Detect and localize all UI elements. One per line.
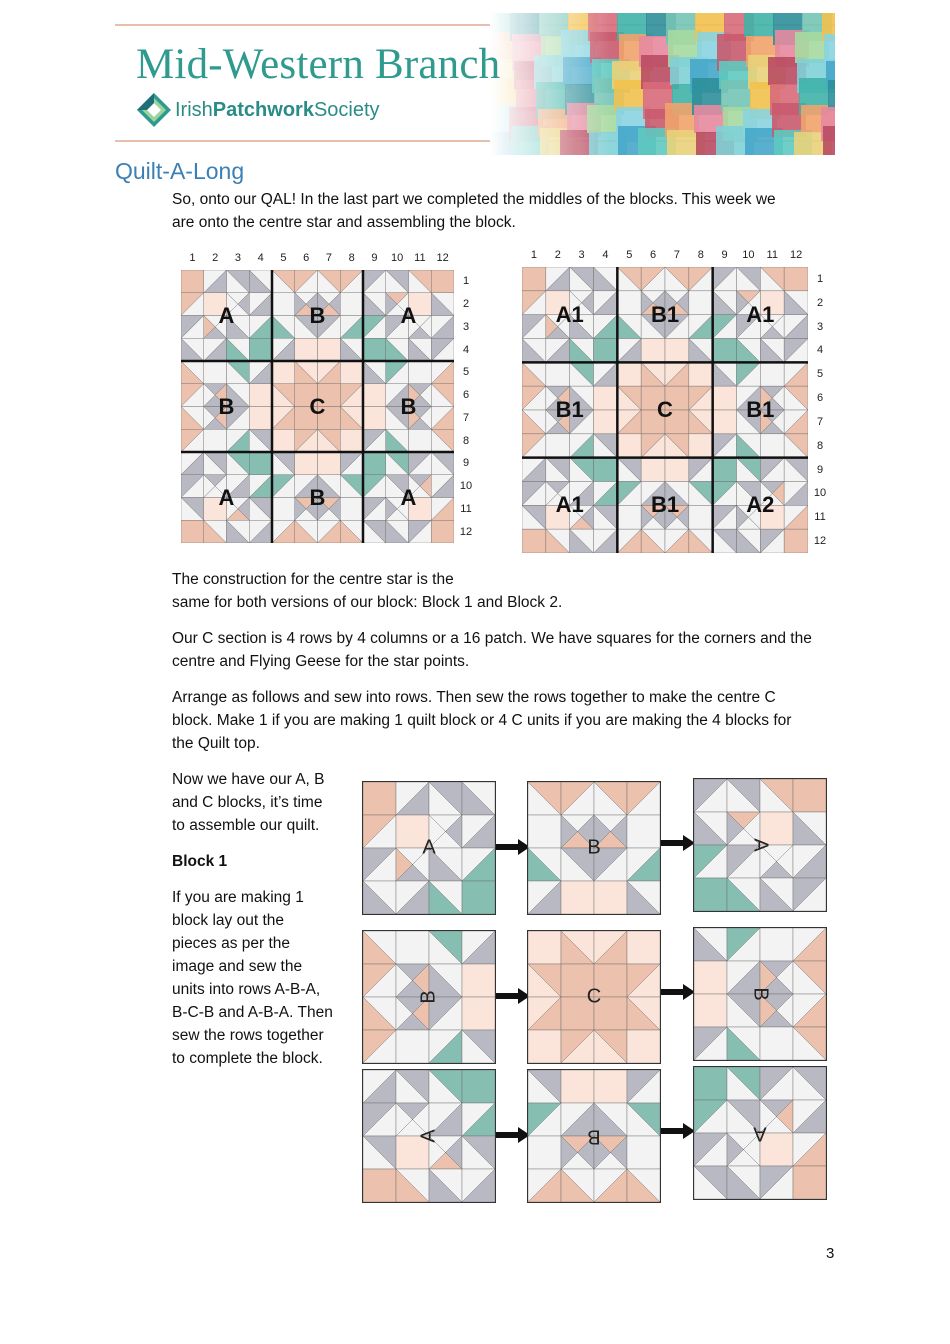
column-number: 2 bbox=[554, 249, 561, 261]
assembly-unit-a bbox=[693, 1066, 827, 1200]
arrow-right-icon bbox=[661, 984, 695, 1000]
row-number: 6 bbox=[462, 389, 470, 402]
diagram-left-label: A bbox=[218, 302, 235, 328]
quilt-diagram-block1 bbox=[181, 252, 473, 543]
assembly-unit-label: B bbox=[417, 990, 440, 1004]
diagram-left-label: B bbox=[309, 302, 326, 328]
column-number: 11 bbox=[414, 252, 426, 264]
row-number: 12 bbox=[813, 535, 827, 548]
row-number: 9 bbox=[816, 463, 824, 476]
page-number: 3 bbox=[826, 1245, 835, 1262]
column-number: 4 bbox=[602, 249, 609, 261]
diagram-right-label: A2 bbox=[746, 492, 775, 518]
row-number: 1 bbox=[462, 275, 470, 288]
row-number: 4 bbox=[462, 343, 470, 356]
diagram-right-label: A1 bbox=[555, 301, 584, 327]
row-number: 7 bbox=[462, 411, 470, 424]
column-number: 10 bbox=[391, 252, 404, 264]
diagram-right-label: C bbox=[657, 397, 673, 422]
diagram-right-label: B1 bbox=[650, 492, 680, 518]
column-number: 1 bbox=[530, 249, 537, 261]
assembly-unit-a bbox=[693, 778, 827, 912]
column-number: 10 bbox=[742, 249, 755, 261]
column-number: 3 bbox=[234, 252, 241, 264]
arrow-right-icon bbox=[661, 1123, 695, 1139]
diagram-right-label: A1 bbox=[746, 301, 775, 327]
column-number: 1 bbox=[189, 252, 196, 264]
fabric-banner-image bbox=[490, 13, 835, 155]
quilt-diagram-block2 bbox=[522, 249, 827, 553]
row-number: 2 bbox=[816, 296, 824, 309]
diagram-left-label: C bbox=[309, 393, 326, 419]
branch-title: Mid-Western Branch bbox=[136, 41, 501, 88]
diagram-left-label: B bbox=[400, 393, 417, 419]
row-number: 2 bbox=[462, 298, 470, 311]
construction-paragraph: The construction for the centre star is the same for both versions of our block: Block 1 and Block 2. bbox=[172, 571, 563, 611]
row-number: 5 bbox=[816, 368, 824, 381]
assembly-unit-label: B bbox=[587, 1125, 601, 1148]
arrow-right-icon bbox=[496, 988, 530, 1004]
row-number: 12 bbox=[459, 525, 473, 538]
row-number: 11 bbox=[814, 511, 826, 524]
society-logo bbox=[136, 90, 380, 130]
society-logo-icon bbox=[136, 92, 172, 128]
assembly-unit-b bbox=[362, 930, 496, 1064]
assembly-unit-label: A bbox=[422, 836, 436, 859]
diagram-right-label: B1 bbox=[555, 397, 584, 422]
row-number: 3 bbox=[816, 320, 824, 333]
assembly-unit-label: B bbox=[749, 987, 772, 1001]
block1-instructions: If you are making 1 block lay out the pieces as per the image and sew the units into rows A-B-A, B-C-B and A-B-A. Then sew the rows together to complete the block. bbox=[172, 889, 333, 1067]
assembly-unit-label: C bbox=[586, 985, 602, 1008]
arrow-right-icon bbox=[661, 835, 695, 851]
column-number: 7 bbox=[673, 249, 680, 261]
column-number: 8 bbox=[697, 249, 704, 261]
assembly-unit-label: B bbox=[587, 836, 601, 859]
row-number: 11 bbox=[460, 502, 472, 515]
column-number: 7 bbox=[325, 252, 332, 264]
arrange-paragraph: Arrange as follows and sew into rows. Then sew the rows together to make the centre C block. Make 1 if you are making 1 quilt block or 4 C units if you are making the 4 blocks for the Quilt top. bbox=[172, 689, 792, 752]
row-number: 10 bbox=[459, 480, 473, 493]
column-number: 12 bbox=[789, 249, 803, 261]
assembly-unit-label: A bbox=[749, 838, 772, 852]
intro-paragraph: So, onto our QAL! In the last part we completed the middles of the blocks. This week we are onto the centre star and assembling the block. bbox=[172, 191, 776, 231]
column-number: 6 bbox=[650, 249, 657, 261]
column-number: 6 bbox=[303, 252, 310, 264]
row-number: 4 bbox=[816, 344, 824, 357]
diagram-left-label: A bbox=[400, 302, 417, 328]
column-number: 8 bbox=[348, 252, 355, 264]
assembly-unit-b bbox=[527, 781, 661, 915]
diagram-left-label: A bbox=[400, 484, 417, 510]
row-number: 10 bbox=[813, 487, 827, 500]
column-number: 3 bbox=[578, 249, 585, 261]
column-number: 11 bbox=[766, 249, 778, 261]
arrow-right-icon bbox=[496, 1127, 530, 1143]
row-number: 8 bbox=[462, 434, 470, 447]
row-number: 6 bbox=[816, 392, 824, 405]
column-number: 5 bbox=[626, 249, 633, 261]
section-title: Quilt-A-Long bbox=[115, 158, 245, 184]
assembly-unit-c bbox=[527, 930, 661, 1064]
assembly-unit-a bbox=[362, 1069, 496, 1203]
column-number: 2 bbox=[212, 252, 219, 264]
assembly-unit-b bbox=[693, 927, 827, 1061]
row-number: 3 bbox=[462, 320, 470, 333]
column-number: 9 bbox=[371, 252, 378, 264]
column-number: 12 bbox=[436, 252, 449, 264]
diagram-right-label: B1 bbox=[650, 301, 680, 327]
column-number: 9 bbox=[721, 249, 728, 261]
assembly-unit-a bbox=[362, 781, 496, 915]
assembly-unit-b bbox=[527, 1069, 661, 1203]
fabric-collage bbox=[490, 13, 835, 155]
column-number: 4 bbox=[257, 252, 264, 264]
row-number: 1 bbox=[816, 272, 824, 285]
diagram-left-label: B bbox=[309, 484, 326, 510]
row-number: 9 bbox=[462, 457, 470, 470]
row-number: 5 bbox=[462, 366, 470, 379]
society-name: IrishPatchworkSociety bbox=[175, 98, 380, 121]
c-section-paragraph: Our C section is 4 rows by 4 columns or a 16 patch. We have squares for the corners and the centre and Flying Geese for the star points. bbox=[172, 630, 812, 670]
diagram-left-label: B bbox=[218, 393, 235, 419]
diagram-right-label: A1 bbox=[555, 492, 584, 518]
assembly-unit-label: A bbox=[753, 1122, 767, 1145]
row-number: 7 bbox=[816, 415, 824, 428]
assembly-unit-label: A bbox=[417, 1129, 440, 1143]
diagram-left-label: A bbox=[218, 484, 235, 510]
block1-heading: Block 1 bbox=[172, 853, 228, 870]
now-have-paragraph: Now we have our A, B and C blocks, it’s time to assemble our quilt. bbox=[172, 771, 325, 834]
row-number: 8 bbox=[816, 439, 824, 452]
column-number: 5 bbox=[280, 252, 287, 264]
diagram-right-label: B1 bbox=[746, 397, 775, 422]
arrow-right-icon bbox=[496, 839, 530, 855]
